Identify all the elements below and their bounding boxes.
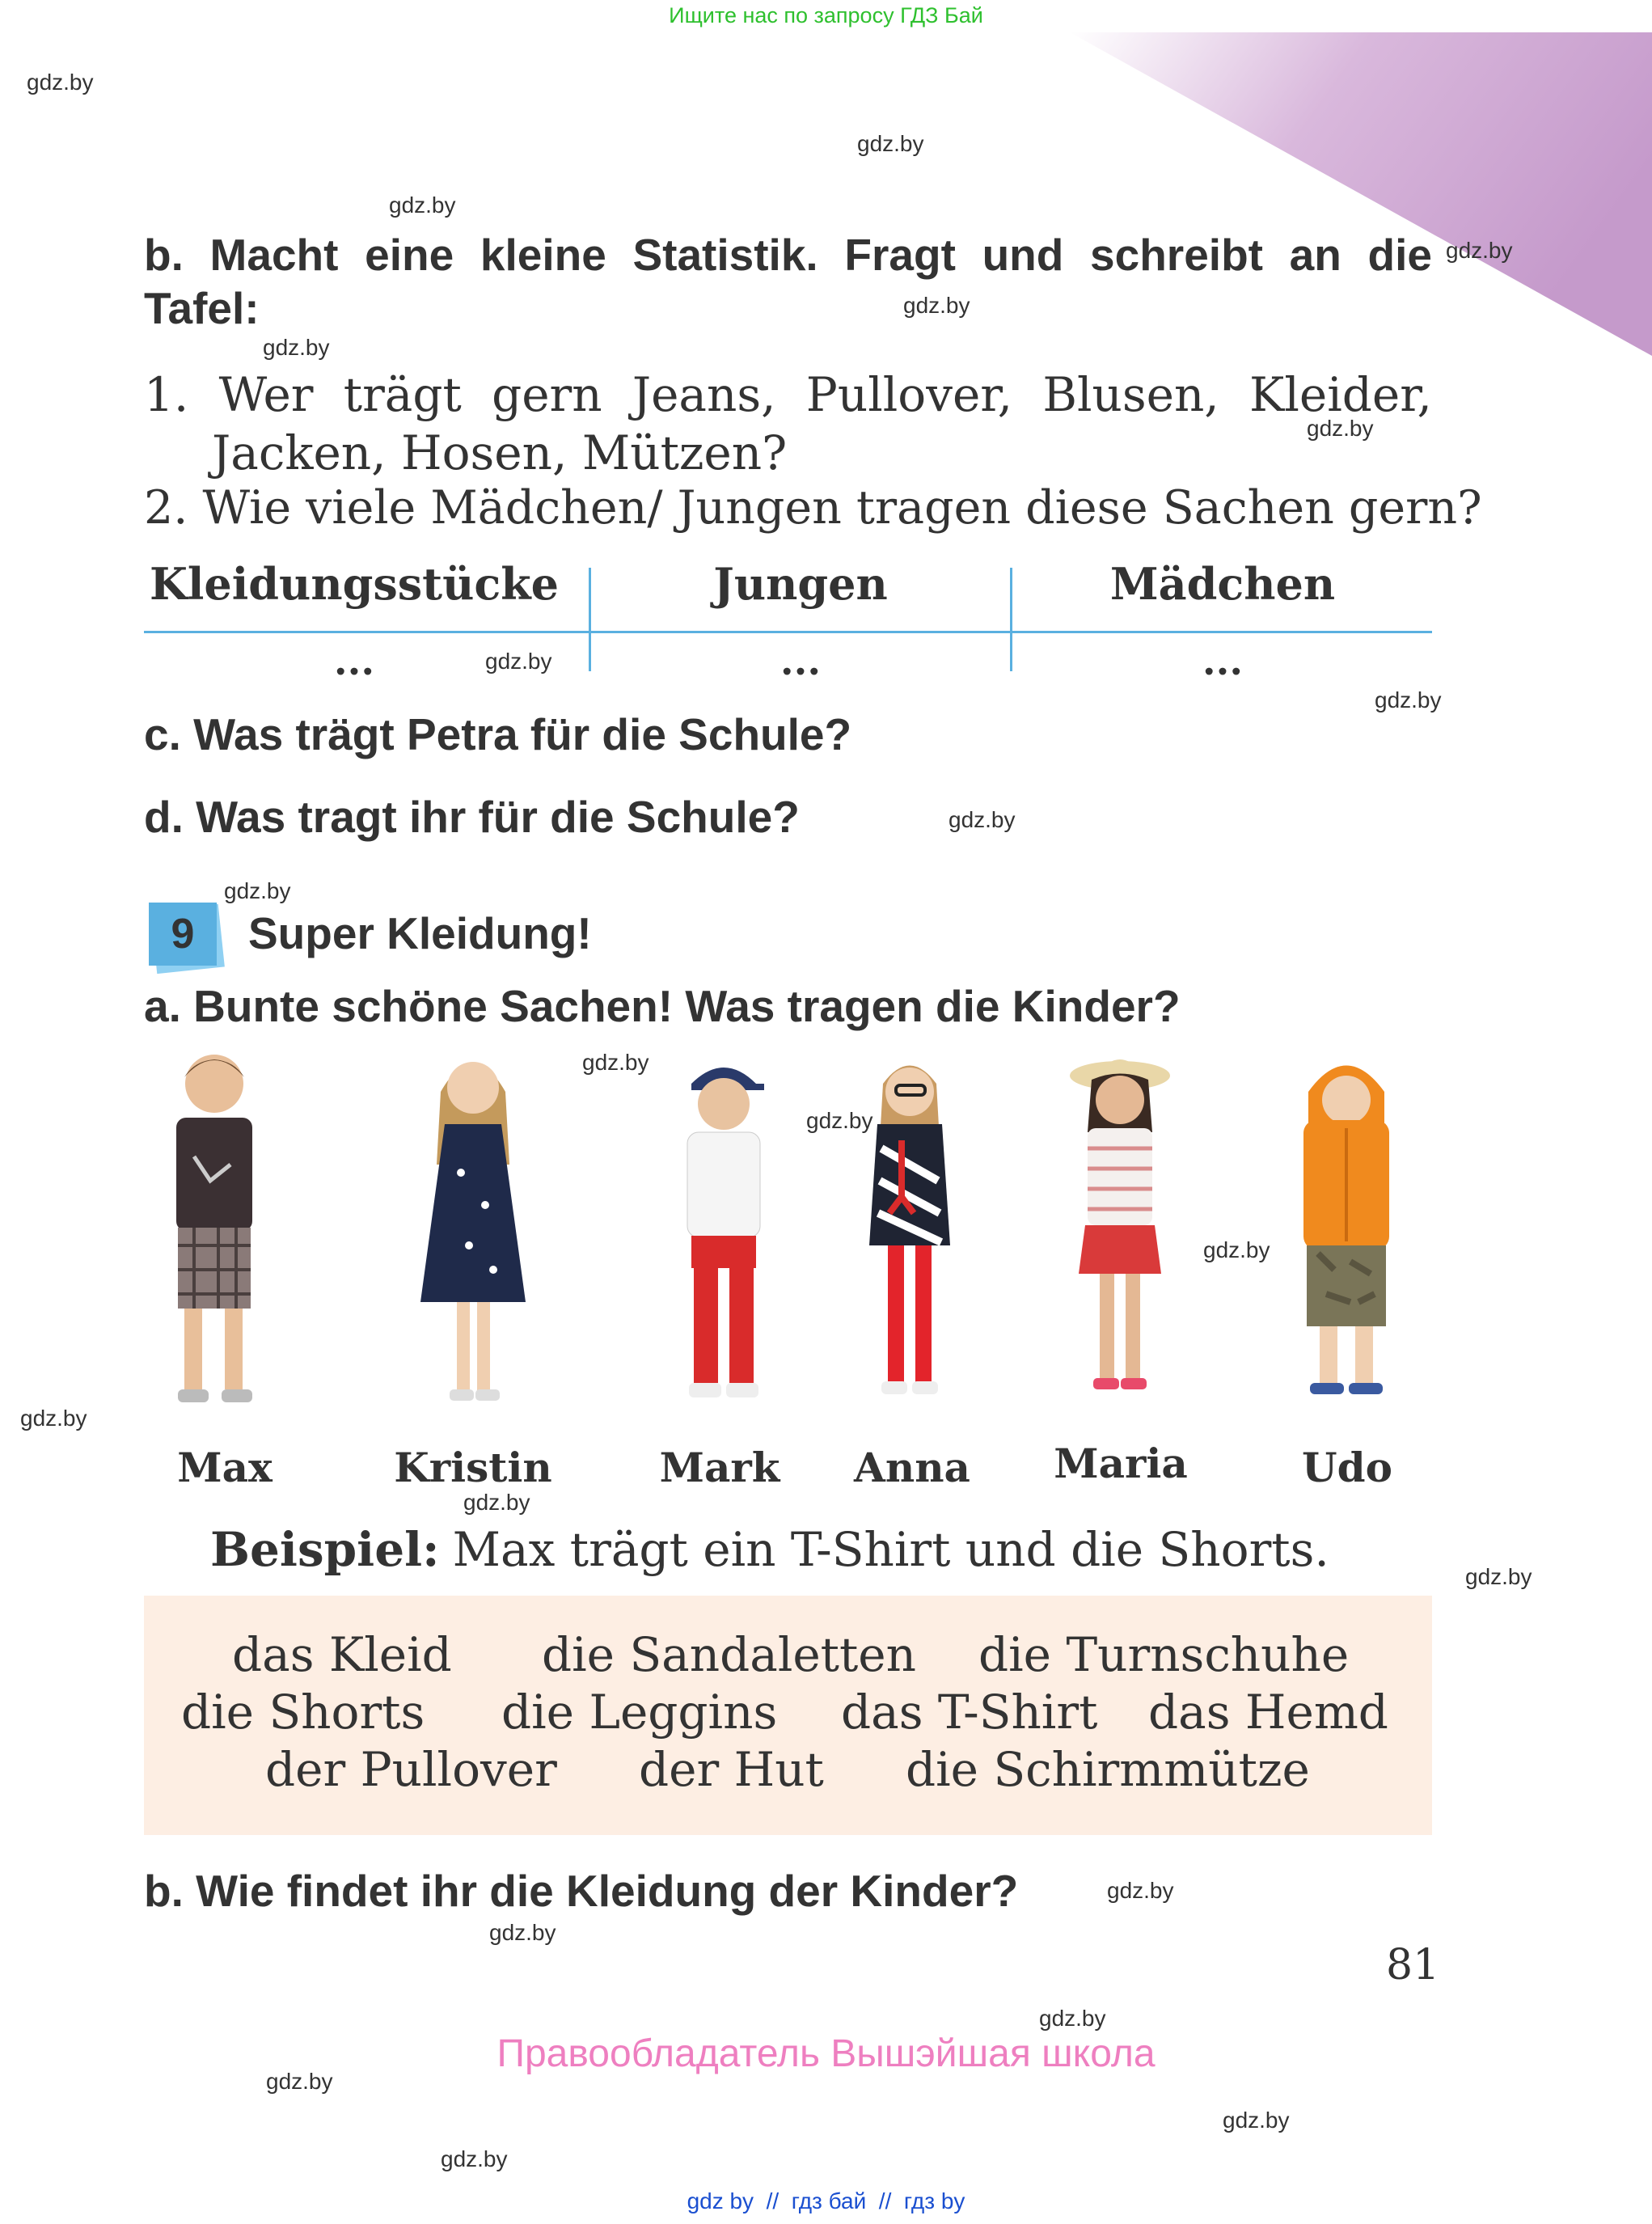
watermark: gdz.by	[1465, 1564, 1532, 1589]
example-sentence	[210, 1522, 1329, 1577]
watermark: gdz.by	[463, 1490, 530, 1515]
kid-maria-illustration	[1043, 1043, 1197, 1415]
footer-links[interactable]: gdz by // гдз бай // гдз by	[687, 2188, 965, 2213]
vocab-item: die Shorts	[181, 1685, 425, 1740]
watermark: gdz.by	[441, 2146, 508, 2171]
table-header-jungen: Jungen	[713, 558, 888, 610]
watermark: gdz.by	[1223, 2108, 1290, 2133]
exercise-title: Super Kleidung!	[248, 908, 592, 958]
watermark: gdz.by	[489, 1920, 556, 1945]
watermark: gdz.by	[263, 335, 330, 360]
watermark: gdz.by	[1203, 1237, 1270, 1262]
task-9b: b. Wie findet ihr die Kleidung der Kinder?	[144, 1866, 1019, 1916]
kid-anna-illustration	[833, 1043, 987, 1415]
watermark: gdz.by	[485, 649, 552, 674]
exercise-number-badge	[146, 899, 226, 972]
watermark: gdz.by	[1375, 687, 1442, 712]
table-cell: ...	[1202, 639, 1244, 684]
copyright-notice: Правообладатель Вышэйшая школа	[496, 2032, 1156, 2075]
vocab-item: die Sandaletten	[542, 1627, 916, 1682]
task-9a: a. Bunte schöne Sachen! Was tragen die Kinder?	[144, 981, 1181, 1031]
task-c: c. Was trägt Petra für die Schule?	[144, 709, 852, 759]
table-header-maedchen: Mädchen	[1109, 558, 1336, 610]
vocab-item: das Kleid	[232, 1627, 452, 1682]
vocab-item: das Hemd	[1148, 1685, 1388, 1740]
kid-name-mark: Mark	[659, 1444, 780, 1491]
table-cell: ...	[333, 639, 375, 684]
watermark: gdz.by	[806, 1108, 873, 1133]
watermark: gdz.by	[582, 1050, 649, 1075]
kid-name-udo: Udo	[1302, 1444, 1392, 1491]
watermark: gdz.by	[857, 131, 924, 156]
vocab-item: das T-Shirt	[841, 1685, 1098, 1740]
watermark: gdz.by	[903, 293, 970, 318]
exercise-number: 9	[171, 911, 195, 958]
watermark: gdz.by	[266, 2069, 333, 2094]
watermark: gdz.by	[1107, 1878, 1174, 1903]
task-d: d. Was tragt ihr für die Schule?	[144, 792, 800, 842]
table-header-kleidungsstuecke: Kleidungsstücke	[149, 558, 559, 610]
table-cell: ...	[780, 639, 822, 684]
task-b-question-2: 2. Wie viele Mädchen/ Jungen tragen diese Sachen gern?	[144, 481, 1482, 535]
watermark: gdz.by	[389, 192, 456, 218]
watermark: gdz.by	[1446, 238, 1513, 263]
example-text: Max trägt ein T-Shirt und die Shorts.	[452, 1522, 1329, 1577]
kid-name-max: Max	[177, 1444, 273, 1491]
kid-name-maria: Maria	[1054, 1440, 1188, 1487]
watermark: gdz.by	[20, 1406, 87, 1431]
watermark: gdz.by	[27, 70, 94, 95]
header-note: Ищите нас по запросу ГДЗ Бай	[669, 3, 983, 27]
watermark: gdz.by	[1039, 2006, 1106, 2031]
watermark: gdz.by	[1307, 416, 1374, 441]
watermark: gdz.by	[224, 878, 291, 903]
table-divider-horizontal	[144, 631, 1432, 633]
task-b-title: b. Macht eine kleine Statistik. Fragt und schreibt an die Tafel:	[144, 230, 1432, 333]
kid-kristin-illustration	[396, 1043, 550, 1415]
vocab-item: der Hut	[639, 1742, 824, 1797]
kid-name-anna: Anna	[854, 1444, 970, 1491]
watermark: gdz.by	[949, 807, 1016, 832]
vocab-item: die Leggins	[501, 1685, 778, 1740]
vocab-item: die Turnschuhe	[978, 1627, 1350, 1682]
kid-udo-illustration	[1270, 1043, 1423, 1415]
vocab-item: der Pullover	[265, 1742, 557, 1797]
kid-mark-illustration	[647, 1043, 801, 1415]
task-b-question-1: 1. Wer trägt gern Jeans, Pullover, Blusen, Kleider, Jacken, Hosen, Mützen?	[144, 367, 1432, 480]
kid-max-illustration	[137, 1043, 291, 1415]
kid-name-kristin: Kristin	[394, 1444, 552, 1491]
vocab-item: die Schirmmütze	[906, 1742, 1310, 1797]
page-number: 81	[1386, 1941, 1440, 1989]
example-label: Beispiel:	[210, 1522, 440, 1577]
